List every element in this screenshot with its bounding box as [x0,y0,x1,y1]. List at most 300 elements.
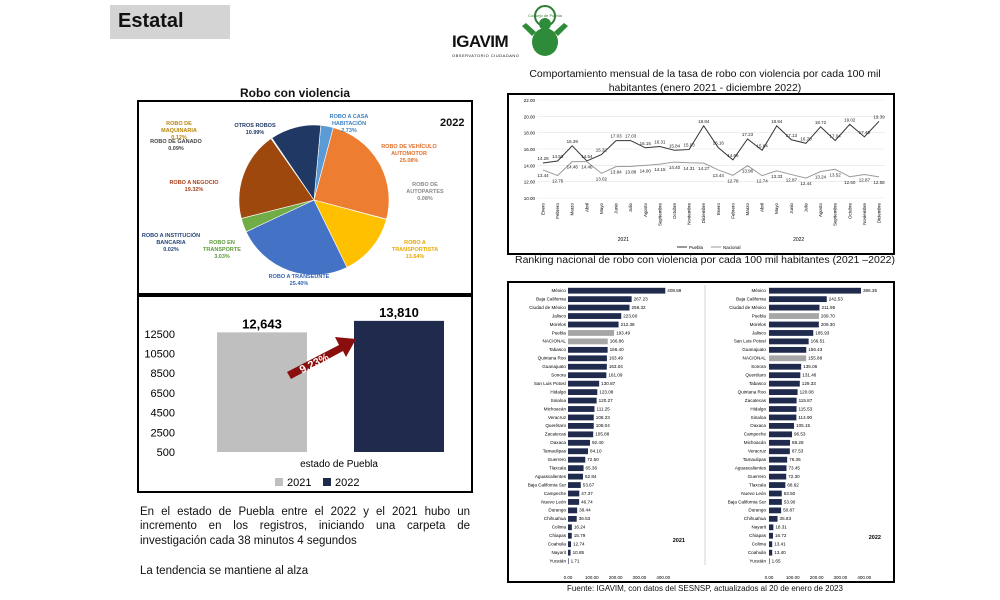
line-xtick: Enero [715,203,721,216]
rank-state-label: Chihuahua [543,516,566,522]
rank-bar [568,499,579,505]
rank-state-label: Tabasco [748,380,766,386]
rank-value-label: 72.30 [788,473,800,479]
line-datalabel: 12.75 [551,178,564,184]
rank-state-label: Coahuila [747,549,766,555]
rank-state-label: Guanajuato [742,347,766,353]
bar-ytick: 8500 [150,368,175,381]
bar-2022 [354,321,444,452]
line-ytick: 18.00 [523,130,535,136]
rank-state-label: Baja California Sur [727,499,766,505]
rank-bar [769,305,819,311]
line-ytick: 22.00 [523,98,535,103]
line-chart [509,95,893,253]
line-datalabel: 14.15 [654,167,666,173]
line-datalabel: 16.70 [800,136,812,142]
rank-value-label: 120.27 [598,397,613,403]
rank-value-label: 16.24 [573,524,586,530]
rank-bar [568,305,630,311]
rank-value-label: 267.23 [633,296,648,302]
pie-label-name: ROBO A NEGOCIO [169,180,219,186]
pie-label-value: 13.64% [405,253,425,260]
rank-state-label: Guerrero [547,457,566,462]
rank-bar [568,448,588,454]
pie-label-9 [149,121,209,142]
line-ytick: 16.00 [523,147,535,152]
rank-value-label: 166.40 [609,347,624,353]
rank-value-label: 18.31 [775,524,787,530]
rank-bar [769,355,806,361]
rank-bar [769,541,772,547]
rank-state-label: Sonora [551,372,566,378]
rank-bar [568,508,577,514]
rank-value-label: 12.74 [573,541,585,547]
rank-state-label: Aguascalientes [734,465,766,471]
bar-ytick: 12500 [144,328,175,341]
rank-bar [568,288,665,294]
rank-state-label: NACIONAL [742,355,766,361]
rank-xtick: 300.00 [833,575,848,580]
rank-state-label: NACIONAL [542,338,566,344]
rank-state-label: Yucatán [549,558,566,564]
rank-state-label: Durango [548,507,566,513]
rank-xtick: 200.00 [809,575,824,580]
line-xtick: Octubre [671,203,677,220]
line-datalabel: 12.60 [844,179,856,185]
rank-state-label: Veracruz [547,414,566,420]
pie-label-7 [164,180,224,194]
pie-labels [139,102,471,293]
rank-state-label: Morelos [749,321,766,327]
rank-state-label: Campeche [743,431,766,437]
line-xtick: Diciembre [701,203,707,224]
rank-state-label: Oaxaca [550,440,566,446]
line-xtick: Septiembre [832,203,838,227]
increment-label: 9.23% [297,351,332,377]
line-datalabel: 12.78 [727,178,739,184]
line-xtick: Enero [540,203,546,216]
rank-state-label: Puebla [551,330,566,336]
line-ytick: 10.00 [523,196,535,201]
rank-bar [568,516,577,522]
rank-bar [769,347,806,353]
rank-value-label: 166.86 [609,338,624,344]
rank-bar [568,457,585,463]
rank-bar [568,296,632,302]
line-xtick: Junio [613,203,619,214]
rank-state-label: Zacatecas [744,397,766,403]
rank-xtick: 100.00 [584,575,599,580]
rank-state-label: Baja California [736,296,766,302]
rank-state-label: Querétaro [545,423,566,429]
pie-label-value: 0.12% [171,134,187,141]
rank-state-label: Michoacán [743,440,766,446]
rank-state-label: Oaxaca [750,423,766,429]
rank-bar [568,406,594,412]
rank-bar [769,406,797,412]
rank-bar [568,465,584,471]
rank-value-label: 209.30 [820,321,835,327]
rank-state-label: Ciudad de México [529,304,566,310]
pie-label-1 [374,144,444,165]
pie-label-name: OTROS ROBOS [234,123,276,129]
line-ytick: 14.00 [523,163,535,169]
line-datalabel: 17.03 [625,133,637,139]
pie-label-value: 0.08% [417,195,433,202]
rank-value-label: 1.65 [771,558,781,564]
rank-value-label: 72.50 [587,457,599,462]
line-datalabel: 15.84 [668,143,681,149]
line-xtick: Septiembre [657,203,663,227]
line-xtick: Julio [628,203,634,213]
ranking-title: Ranking nacional de robo con violencia por cada 100 mil habitantes (2021 –2022) [514,254,895,266]
rank-value-label: 62.84 [584,473,597,479]
pie-label-name: ROBO DE AUTOPARTES [406,182,444,195]
bar-ytick: 500 [156,447,175,459]
line-datalabel: 14.46 [581,164,593,170]
rank-state-label: Guanajuato [542,364,566,370]
pie-title: Robo con violencia [240,86,351,100]
rank-state-label: Michoacán [543,406,566,412]
rank-value-label: 166.51 [810,338,825,344]
rank-bar [769,491,782,497]
rank-state-label: Jalisco [751,330,766,336]
pie-label-0 [319,114,379,135]
line-xtick: Octubre [847,203,853,220]
rank-bar [568,415,594,421]
rank-value-label: 84.10 [590,448,602,454]
rank-state-label: Sonora [751,364,766,370]
rank-xtick: 400.00 [656,575,671,580]
ranking-chart [509,283,893,581]
bar-xlabel: estado de Puebla [300,459,378,470]
rank-state-label: Puebla [751,313,766,319]
line-xtick: Noviembre [861,203,867,225]
pie-label-10 [230,123,280,137]
rank-value-label: 53.90 [783,499,796,505]
line-year-2021: 2021 [617,237,629,243]
rank-bar [769,423,794,429]
line-datalabel: 16.31 [654,139,666,145]
line-datalabel: 14.27 [698,166,710,172]
pie-label-name: ROBO DE VEHÍCULO AUTOMOTOR [381,144,437,157]
rank-state-label: Hidalgo [550,389,566,395]
rank-value-label: 46.74 [581,499,593,505]
rank-state-label: Veracruz [747,448,766,454]
rank-value-label: 156.43 [808,347,823,353]
line-datalabel: 13.96 [741,168,754,174]
line-datalabel: 13.24 [814,174,827,180]
line-datalabel: 19.39 [873,114,885,120]
rank-state-label: San Luis Potosí [733,338,766,344]
line-xtick: Junio [788,203,794,214]
line-year-2022: 2022 [793,237,805,243]
pie-label-3 [385,240,445,261]
rank-value-label: 88.28 [792,440,804,446]
rank-value-label: 53.67 [582,482,595,488]
rank-value-label: 163.49 [608,355,623,361]
line-xtick: Febrero [730,203,736,219]
pie-label-value: 10.99% [245,129,265,136]
rank-xtick: 0.00 [563,575,573,580]
rank-year-label: 2021 [672,538,685,544]
rank-value-label: 193.49 [616,330,631,336]
rank-value-label: 163.04 [608,364,623,370]
rank-state-label: San Luis Potosí [533,380,566,386]
rank-state-label: Coahuila [547,541,566,547]
line-datalabel: 17.23 [741,131,754,137]
line-xtick: Mayo [598,203,604,215]
pie-label-4 [259,274,339,288]
rank-value-label: 115.53 [798,406,813,412]
line-datalabel: 19.02 [844,117,856,123]
rank-bar [769,322,819,328]
rank-state-label: Baja California [536,296,566,302]
rank-value-label: 47.37 [581,490,593,496]
rank-bar [568,347,608,353]
rank-bar [769,465,786,471]
line-xtick: Mayo [774,203,780,215]
rank-value-label: 242.53 [828,296,843,302]
rank-xtick: 300.00 [632,575,647,580]
rank-value-label: 87.53 [791,448,804,454]
rank-bar [568,364,607,370]
pie-label-value: 19.32% [184,186,204,193]
line-chart-title: Comportamiento mensual de la tasa de robo con violencia por cada 100 mil habitantes (enero 2021 - diciembre 2022) [529,68,881,94]
rank-value-label: 185.93 [815,330,830,336]
rank-value-label: 1.71 [570,558,580,564]
rank-bar [769,330,813,336]
rank-state-label: Durango [748,507,766,513]
line-xtick: Abril [584,203,590,213]
line-datalabel: 16.16 [712,140,724,146]
line-datalabel: 14.00 [639,168,651,174]
line-legend-label: Nacional [723,245,741,250]
rank-state-label: México [751,288,766,293]
line-xtick: Agosto [818,203,824,218]
bar-value-2021: 12,643 [242,316,282,332]
rank-value-label: 408.58 [667,288,682,293]
rank-xtick: 100.00 [785,575,800,580]
rank-bar [568,474,583,480]
rank-bar [568,389,597,395]
rank-state-label: Tlaxcala [748,482,766,488]
bar-chart [139,297,471,491]
rank-value-label: 111.25 [596,406,610,412]
bar-ytick: 4500 [150,407,175,420]
pie-label-name: ROBO A TRANSEÚNTE [268,274,330,280]
line-datalabel: 12.87 [858,177,871,183]
rank-state-label: Hidalgo [750,406,766,412]
pie-year: 2022 [440,117,465,129]
bar-2021 [217,332,307,452]
line-xtick: Noviembre [686,203,692,225]
rank-state-label: Zacatecas [544,431,566,437]
legend-swatch-2022 [323,478,331,486]
rank-value-label: 35.83 [779,516,792,522]
line-datalabel: 14.31 [683,165,695,171]
pie-label-name: ROBO A CASA HABITACIÓN [329,114,369,127]
rank-bar [769,431,792,437]
rank-value-label: 36.53 [578,516,591,522]
rank-bar [769,381,800,387]
legend-swatch-2021 [275,478,283,486]
rank-xtick: 0.00 [764,575,774,580]
rank-bar [769,448,790,454]
rank-bar [568,423,594,429]
rank-bar [568,550,571,556]
rank-bar [769,457,787,463]
rank-state-label: Colima [551,524,566,530]
pie-label-name: ROBO DE GANADO [150,139,202,145]
line-legend-label: Puebla [689,245,704,250]
pie-label-value: 0.09% [168,145,184,152]
rank-bar [568,440,590,446]
logo-subtitle: OBSERVATORIO CIUDADANO [452,53,520,58]
rank-value-label: 212.38 [620,321,635,327]
trend-text: La tendencia se mantiene al alza [140,565,309,577]
rank-value-label: 10.85 [572,549,585,555]
bar-ytick: 6500 [150,387,175,400]
line-xtick: Diciembre [876,203,882,224]
rank-bar [568,398,597,404]
line-datalabel: 15.32 [595,147,608,153]
line-datalabel: 16.15 [639,140,651,146]
line-datalabel: 13.02 [595,176,608,182]
rank-bar [769,499,782,505]
rank-xtick: 200.00 [608,575,623,580]
rank-xtick: 400.00 [857,575,872,580]
line-datalabel: 13.52 [829,172,841,178]
line-datalabel: 14.40 [668,165,681,171]
line-datalabel: 13.84 [610,169,622,175]
rank-value-label: 50.87 [783,507,795,513]
line-datalabel: 15.93 [683,142,695,148]
rank-bar [568,355,607,361]
bar-ytick: 10500 [144,348,175,361]
rank-bar [769,313,819,319]
line-datalabel: 14.53 [551,154,564,160]
rank-state-label: Nuevo León [541,499,566,505]
rank-value-label: 108.23 [595,414,610,420]
rank-bar [568,322,619,328]
rank-state-label: Quintana Roo [537,355,566,361]
rank-value-label: 105.15 [796,423,811,429]
section-title: Estatal [118,10,184,32]
bar-value-2022: 13,810 [379,304,419,320]
line-datalabel: 12.58 [873,179,885,185]
line-datalabel: 12.87 [785,177,797,183]
rank-bar [568,524,572,530]
rank-state-label: Chiapas [549,533,566,539]
rank-bar [568,313,621,319]
rank-value-label: 120.08 [799,389,814,395]
rank-state-label: Sinaloa [750,414,766,420]
rank-bar [769,296,827,302]
line-datalabel: 13.44 [537,172,549,178]
line-xtick: Febrero [555,203,561,219]
source-note: Fuente: IGAVIM, con datos del SESNSP, actualizados al 20 de enero de 2023 [567,584,843,593]
rank-value-label: 114.90 [798,414,813,420]
line-ytick: 20.00 [523,114,535,120]
rank-bar [769,372,800,378]
line-xtick: Marzo [569,203,575,216]
rank-value-label: 96.53 [793,431,806,437]
line-datalabel: 15.84 [756,143,768,149]
rank-bar [568,381,599,387]
pie-label-value: 2.73% [341,127,357,134]
rank-value-label: 105.88 [595,431,610,437]
rank-bar [769,508,781,514]
rank-year-label: 2022 [868,535,881,541]
rank-state-label: Yucatán [749,558,766,564]
line-datalabel: 18.72 [814,119,827,125]
section-tag [110,5,230,39]
rank-value-label: 68.62 [787,482,799,488]
legend-label-2022: 2022 [335,477,360,489]
rank-state-label: Querétaro [745,372,766,378]
description-text: En el estado de Puebla entre el 2022 y el 2021 hubo un incremento en los registros, iniciando una carpeta de investigación cada 38 minutos 4 segundos [140,506,470,547]
rank-bar [769,516,778,522]
rank-bar [769,398,797,404]
rank-bar [769,415,796,421]
rank-bar [769,474,786,480]
pie-label-value: 25.08% [399,157,419,164]
rank-value-label: 258.32 [631,304,646,310]
line-datalabel: 14.54 [581,153,593,159]
logo-seal-text: Consejo de Puebla [528,13,562,18]
rank-value-label: 155.88 [808,355,823,361]
line-xtick: Marzo [745,203,751,216]
line-datalabel: 12.74 [756,178,768,184]
pie-label-name: ROBO EN TRANSPORTE [203,240,241,253]
rank-bar [568,372,606,378]
line-datalabel: 14.28 [537,156,549,162]
line-datalabel: 14.66 [727,152,739,158]
line-xtick: Agosto [642,203,648,218]
pie-label-2 [394,182,456,203]
rank-value-label: 131.46 [802,372,817,378]
rank-value-label: 130.87 [601,380,616,386]
rank-state-label: Nuevo León [741,490,766,496]
pie-label-name: ROBO DE MAQUINARIA [161,121,197,134]
rank-value-label: 129.33 [801,380,816,386]
rank-state-label: Nayarit [551,549,566,555]
rank-value-label: 16.72 [774,533,787,539]
rank-state-label: Tlaxcala [548,465,566,471]
rank-state-label: Sinaloa [550,397,566,403]
line-datalabel: 18.84 [698,118,710,124]
rank-value-label: 123.08 [599,389,614,395]
legend-label-2021: 2021 [287,477,312,489]
bar-ytick: 2500 [150,427,175,440]
rank-value-label: 38.44 [579,507,591,513]
line-ytick: 12.00 [523,179,535,185]
rank-state-label: Tamaulipas [542,448,566,454]
rank-state-label: Chiapas [749,533,766,539]
line-datalabel: 16.39 [566,138,578,144]
pie-label-value: 25.40% [289,280,309,287]
rank-value-label: 135.06 [803,364,818,370]
pie-label-value: 3.03% [214,253,230,260]
rank-value-label: 161.09 [608,372,623,378]
rank-bar [769,440,790,446]
pie-label-6 [134,233,208,254]
rank-state-label: Guerrero [747,473,766,479]
rank-value-label: 76.35 [789,457,801,462]
rank-value-label: 53.50 [783,490,796,496]
rank-state-label: Nayarit [751,524,766,530]
